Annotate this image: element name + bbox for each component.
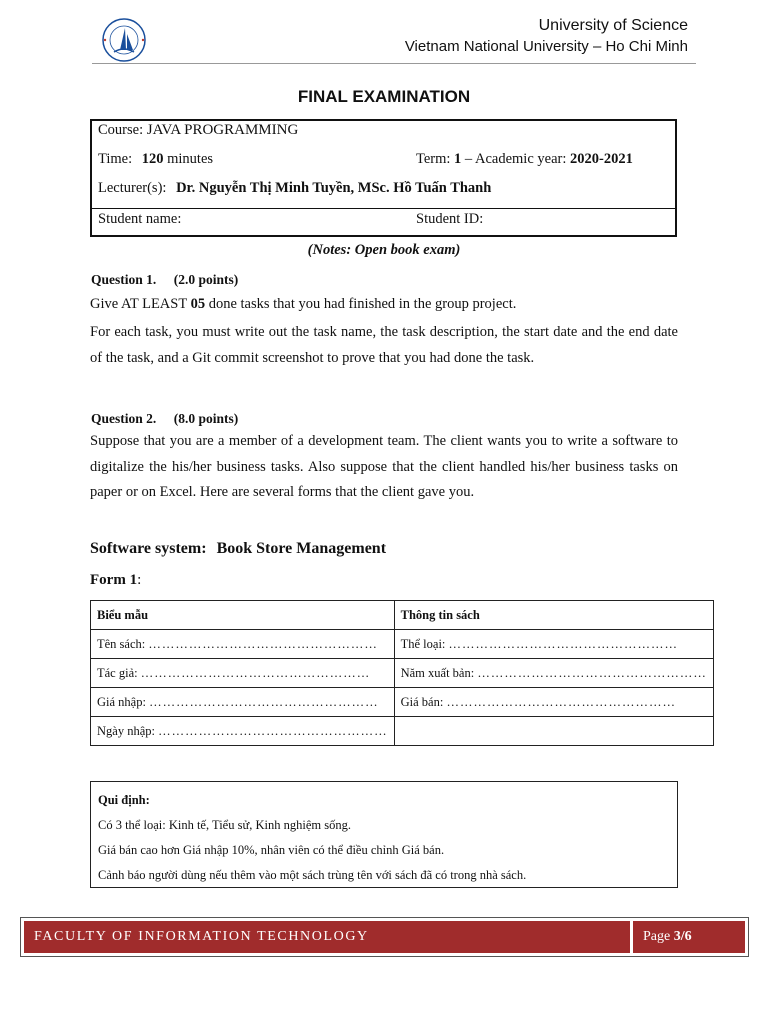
course-value: JAVA PROGRAMMING [146,122,299,138]
exam-info-box [90,119,677,237]
info-divider [92,208,675,209]
academic-year-label: – Academic year: [464,151,567,167]
time-value: 120 [141,151,164,167]
term-value: 1 [454,151,462,167]
term-row [416,151,633,168]
time-row [98,151,213,168]
time-unit: minutes [167,151,214,167]
lecturer-label: Lecturer(s): [98,180,167,196]
faculty-name: FACULTY OF INFORMATION TECHNOLOGY [24,921,630,953]
software-system-heading: Software system: Book Store Management [90,540,387,557]
lecturer-row [98,180,491,197]
header-divider [92,63,696,64]
time-label: Time: [98,151,133,167]
student-id-label: Student ID: [416,211,484,227]
rule-item: Có 3 thể loại: Kinh tế, Tiểu sử, Kinh nghiệm sống. [98,818,351,832]
form-field: Giá bán: …………………………………………… [394,688,713,717]
question-1-line-1: Give AT LEAST 05 done tasks that you had finished in the group project. [90,296,517,312]
form-field: Tên sách: …………………………………………… [91,630,395,659]
question-2-heading [91,411,238,428]
academic-year-value: 2020-2021 [570,151,633,167]
course-label: Course: [98,122,144,138]
page-number: Page 3/6 [633,921,745,953]
table-header-row [91,601,714,630]
table-row [91,659,714,688]
question-1-line-2: For each task, you must write out the task name, the task description, the start date and the end date of the task, and a Git commit screenshot to prove that you had done the task. [90,324,678,366]
question-2-text: Suppose that you are a member of a development team. The client wants you to write a software to digitalize the his/her business tasks. Also suppose that the client handled his/her business tasks on paper or on Excel. Here are several forms that the client gave you. [90,433,678,500]
table-row [91,630,714,659]
form-field: Giá nhập: …………………………………………… [91,688,395,717]
question-2-number: Question 2. [91,411,157,426]
rule-item: Cảnh báo người dùng nếu thêm vào một sách trùng tên với sách đã có trong nhà sách. [98,868,527,882]
page-footer [20,917,749,957]
form-1-table [90,600,714,746]
lecturer-value: Dr. Nguyễn Thị Minh Tuyền, MSc. Hồ Tuấn Thanh [176,180,492,196]
form-field: Tác giả: …………………………………………… [91,659,395,688]
question-1-heading [91,272,238,289]
course-row [98,122,298,139]
form-field: Năm xuất bản: …………………………………………… [394,659,713,688]
form-field: Ngày nhập: …………………………………………… [91,717,395,746]
exam-notes: (Notes: Open book exam) [307,242,461,258]
table-row [91,717,714,746]
question-1-points: (2.0 points) [173,272,239,287]
parent-university-name: Vietnam National University – Ho Chi Minh [404,38,688,55]
form-field-empty [394,717,713,746]
rules-title: Qui định: [98,793,150,807]
student-name-label: Student name: [98,211,182,227]
exam-title: FINAL EXAMINATION [297,87,471,106]
table-row [91,688,714,717]
question-2-points: (8.0 points) [173,411,239,426]
question-1-number: Question 1. [91,272,157,287]
rule-item: Giá bán cao hơn Giá nhập 10%, nhân viên có thể điều chỉnh Giá bán. [98,843,445,857]
form-1-label: Form 1: [90,572,142,588]
table-header: Thông tin sách [394,601,713,630]
university-name: University of Science [538,17,688,34]
form-field: Thể loại: …………………………………………… [394,630,713,659]
rules-box [90,781,678,888]
university-logo-icon [96,16,156,64]
table-header: Biểu mẫu [91,601,395,630]
term-label: Term: [416,151,451,167]
